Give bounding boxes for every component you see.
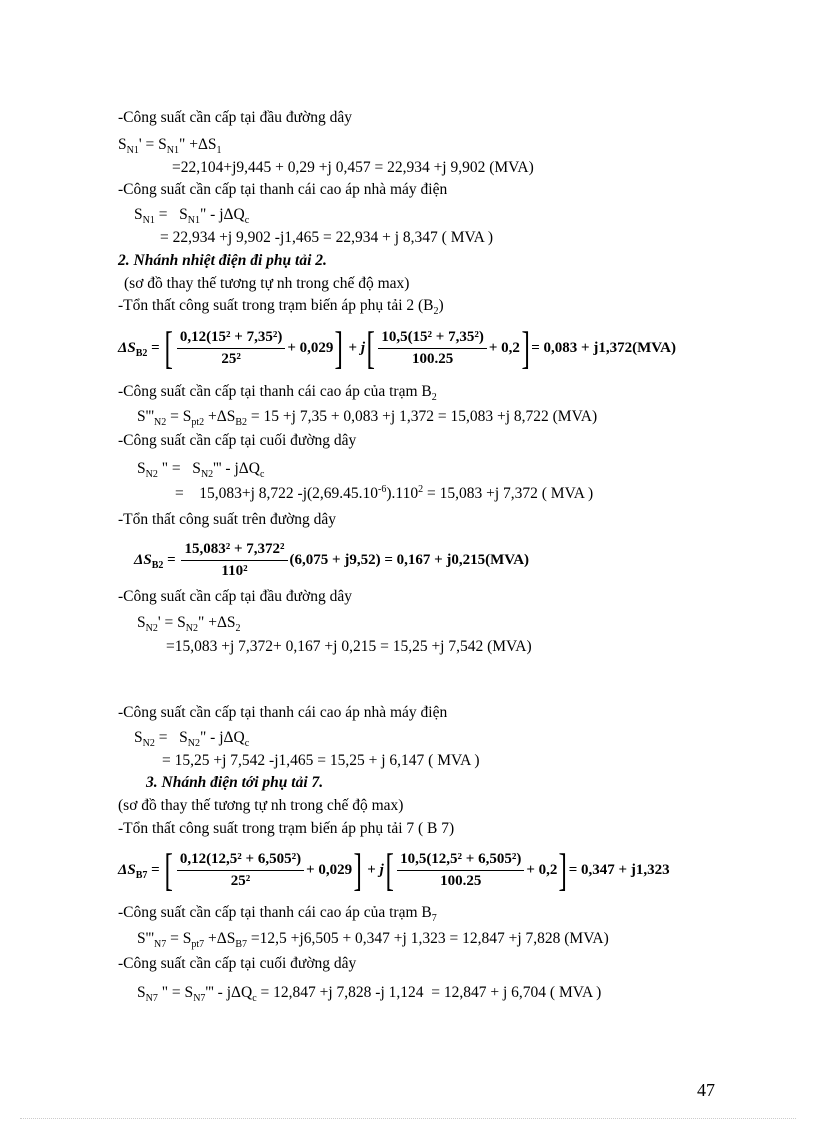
formula-line: $S_{N7}$ " = $S_{N7}''' - j\Delta Q_c = 12,847 +j$ 7,828 -j 1,124 = 12,847 + j 6,704 ( MVA ) xyxy=(137,984,602,1005)
formula-line: =15,083 +j 7,372+ 0,167 +j 0,215 = 15,25 +j 7,542 (MVA) xyxy=(166,638,532,655)
bracket-left: [ xyxy=(164,322,174,373)
bracket-right: ] xyxy=(334,322,344,373)
text-line: -Công suất cần cấp tại thanh cái cao áp nhà máy điện xyxy=(118,181,448,198)
formula-line: $S_{N1}' = S_{N1}$" $+\Delta S_1$ xyxy=(118,136,222,157)
eq-lhs: $\Delta S_{B7}$ xyxy=(118,861,148,881)
bracket-left: [ xyxy=(366,322,375,373)
text-line: -Công suất cần cấp tại thanh cái cao áp của trạm $B_2$ xyxy=(118,383,437,404)
footer-divider xyxy=(20,1118,796,1119)
eq-lhs: $\Delta S_{B2}$ xyxy=(118,339,148,359)
equation-delta-s-b7: $\Delta S_{B7}$ = [ $\frac{\text{0,12(12,5² + 6,505²)}}{\text{25²}}$ + 0,029 ] + j [ $\frac{\text{10,5(12,5² + 6,505²)}}{100.25}$ + 0,2 ] = 0,347 + j1,323 xyxy=(118,844,670,895)
formula-line: = 22,934 +j 9,902 -j1,465 = 22,934 + j 8,347 ( MVA ) xyxy=(160,229,494,246)
text-line: -Tổn thất công suất trong trạm biến áp phụ tải 2 $(B_2)$ xyxy=(118,297,444,318)
text-line: (sơ đồ thay thế tương tự nh trong chế độ max) xyxy=(118,797,404,814)
fraction: $\frac{\text{0,12(12,5² + 6,505²)}}{\text{25²}}$ xyxy=(177,851,304,890)
fraction: $\frac{\text{0,12(15² + 7,35²)}}{\text{25²}}$ xyxy=(177,329,286,368)
section-heading: 3. Nhánh điện tới phụ tải 7. xyxy=(146,774,324,791)
bracket-left: [ xyxy=(164,844,174,895)
equation-delta-s-line2: $\Delta S_{B2}$ = $\frac{\text{15,083² + 7,372²}}{\text{110²}}$ (6,075 + j9,52) = 0,167 + j0,215(MVA) xyxy=(134,540,530,579)
equation-delta-s-b2: $\Delta S_{B2}$ = [ $\frac{\text{0,12(15² + 7,35²)}}{\text{25²}}$ + 0,029 ] + j [ $\frac{\text{10,5(15² + 7,35²)}}{100.25}$ + 0,2 ] = 0,083 + j1,372(MVA) xyxy=(118,322,676,373)
text-line: -Công suất cần cấp tại cuối đường dây xyxy=(118,432,357,449)
bracket-right: ] xyxy=(558,844,568,895)
text-line: -Công suất cần cấp tại thanh cái cao áp nhà máy điện xyxy=(118,704,448,721)
page-number: 47 xyxy=(697,1080,715,1100)
text-line: -Công suất cần cấp tại thanh cái cao áp của trạm $B_7$ xyxy=(118,904,437,925)
bracket-right: ] xyxy=(521,322,530,373)
formula-line: $S'''_{N7} = S_{pt7} +\Delta S_{B7} =12,5 +j6,505 + 0,347 +j$ 1,323 = 12,847 +j 7,828 (MVA) xyxy=(137,930,609,951)
bracket-right: ] xyxy=(353,844,363,895)
formula-line: $S_{N2} = S_{N2}$" - jΔQ$_c$ xyxy=(134,729,250,750)
formula-line: $S'''_{N2} = S_{pt2} +\Delta S_{B2} = 15 +j$ 7,35 + 0,083 +j 1,372 = 15,083 +j 8,722 (MVA) xyxy=(137,408,598,429)
fraction: $\frac{\text{15,083² + 7,372²}}{\text{110²}}$ xyxy=(181,541,287,580)
bracket-left: [ xyxy=(385,844,394,895)
fraction: $\frac{\text{10,5(12,5² + 6,505²)}}{100.25}$ xyxy=(397,851,524,890)
text-line: -Tổn thất công suất trên đường dây xyxy=(118,511,337,528)
formula-line: = 15,25 +j 7,542 -j1,465 = 15,25 + j 6,147 ( MVA ) xyxy=(162,752,480,769)
text-line: -Công suất cần cấp tại đầu đường dây xyxy=(118,109,352,126)
eq-lhs: $\Delta S_{B2}$ xyxy=(134,551,164,571)
formula-line: $S_{N2}' = S_{N2}$" $+\Delta S_2$ xyxy=(137,614,241,635)
text-line: -Công suất cần cấp tại cuối đường dây xyxy=(118,955,357,972)
section-heading: 2. Nhánh nhiệt điện đi phụ tải 2. xyxy=(118,252,327,269)
text-line: -Tổn thất công suất trong trạm biến áp phụ tải 7 ( B 7) xyxy=(118,820,455,837)
fraction: $\frac{\text{10,5(15² + 7,35²)}}{100.25}$ xyxy=(378,329,487,368)
formula-line: = 15,083+j 8,722 $-j(2,69.45.10^{-6}).110^2 = 15,083 +j$ 7,372 ( MVA ) xyxy=(175,483,594,502)
text-line: (sơ đồ thay thế tương tự nh trong chế độ max) xyxy=(124,275,410,292)
formula-line: =22,104+j9,445 + 0,29 +j 0,457 = 22,934 +j 9,902 (MVA) xyxy=(172,159,534,176)
text-line: -Công suất cần cấp tại đầu đường dây xyxy=(118,588,352,605)
formula-line: $S_{N1} = S_{N1}$" - jΔQ$_c$ xyxy=(134,206,250,227)
formula-line: $S_{N2}$ " = $S_{N2}''' - j\Delta Q_c$ xyxy=(137,460,265,481)
